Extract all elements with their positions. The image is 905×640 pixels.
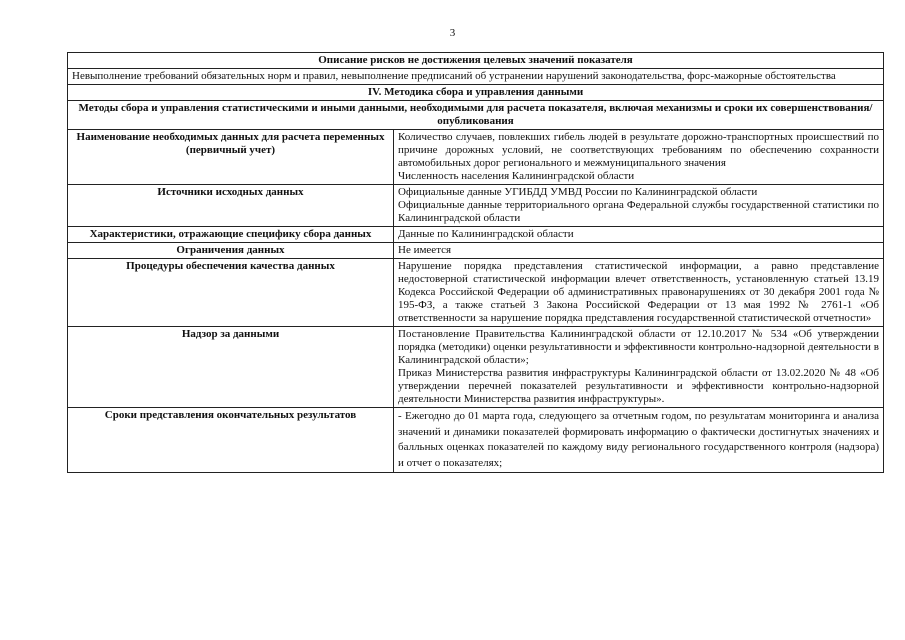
section-title-row (68, 85, 884, 101)
row-paragraph: Численность населения Калининградской области (398, 170, 635, 182)
row-paragraph: Официальные данные УГИБДД УМВД России по Калининградской области (398, 186, 758, 198)
row-value (394, 243, 884, 259)
row-data-sources (68, 185, 884, 227)
row-label: Процедуры обеспечения качества данных (68, 259, 394, 327)
section-subtitle: Методы сбора и управления статистическими и иными данными, необходимыми для расчета показателя, включая механизмы и сроки их совершенствования/опубликования (68, 101, 884, 130)
row-data-limitations (68, 243, 884, 259)
row-label: Наименование необходимых данных для расчета переменных (первичный учет) (68, 130, 394, 185)
row-paragraph: Постановление Правительства Калининградской области от 12.10.2017 № 534 «Об утверждении порядка (методики) оценки результативности и эффективности контрольно-надзорной деятельности в Калининградской области»; (398, 328, 879, 366)
row-label: Источники исходных данных (68, 185, 394, 227)
row-required-data (68, 130, 884, 185)
row-paragraph: Нарушение порядка представления статистической информации, а равно представление недостоверной статистической информации влечет ответственность, установленную статьей 13.19 Кодекса Российской Федерации об административных правонарушениях от 30 декабря 2001 года № 195-ФЗ, а также статьей 3 Закона Российской Федерации от 13 мая 1992 № 2761-1 «Об ответственности за нарушение порядка представления государственной статистической отчетности» (398, 260, 879, 324)
row-paragraph: - Ежегодно до 01 марта года, следующего за отчетным годом, по результатам мониторинга и анализа значений и динамики показателей формировать информацию о фактически достигнутых значениях и балльных оценках показателей по каждому виду регионального государственного контроля (надзора) и отчет о показателях; (398, 410, 879, 469)
methodology-table (67, 52, 884, 473)
row-label: Ограничения данных (68, 243, 394, 259)
risks-text-row (68, 69, 884, 85)
risks-title: Описание рисков не достижения целевых значений показателя (68, 53, 884, 69)
row-value (394, 327, 884, 408)
row-value (394, 227, 884, 243)
row-quality-procedures (68, 259, 884, 327)
row-paragraph: Данные по Калининградской области (398, 228, 574, 240)
row-value (394, 259, 884, 327)
section-title: IV. Методика сбора и управления данными (68, 85, 884, 101)
row-label: Характеристики, отражающие специфику сбора данных (68, 227, 394, 243)
row-value (394, 185, 884, 227)
risks-text: Невыполнение требований обязательных норм и правил, невыполнение предписаний об устранении нарушений законодательства, форс-мажорные обстоятельства (68, 69, 884, 85)
row-data-supervision (68, 327, 884, 408)
row-paragraph: Официальные данные территориального органа Федеральной службы государственной статистики по Калининградской области (398, 199, 879, 224)
row-value (394, 408, 884, 473)
row-final-results-deadlines (68, 408, 884, 473)
row-paragraph: Количество случаев, повлекших гибель людей в результате дорожно-транспортных происшествий по причине дорожных условий, не соответствующих требованиям по обеспечению сохранности автомобильных дорог регионального и межмуниципального значения (398, 131, 879, 169)
row-value (394, 130, 884, 185)
row-paragraph: Приказ Министерства развития инфраструктуры Калининградской области от 13.02.2020 № 48 «Об утверждении перечней показателей результативности и эффективности контрольно-надзорной деятельности Министерства развития инфраструктуры». (398, 367, 879, 405)
row-label: Надзор за данными (68, 327, 394, 408)
row-collection-specifics (68, 227, 884, 243)
row-paragraph: Не имеется (398, 244, 452, 256)
section-subtitle-row (68, 101, 884, 130)
page-number: 3 (449, 27, 456, 39)
row-label: Сроки представления окончательных результатов (68, 408, 394, 473)
risks-title-row (68, 53, 884, 69)
